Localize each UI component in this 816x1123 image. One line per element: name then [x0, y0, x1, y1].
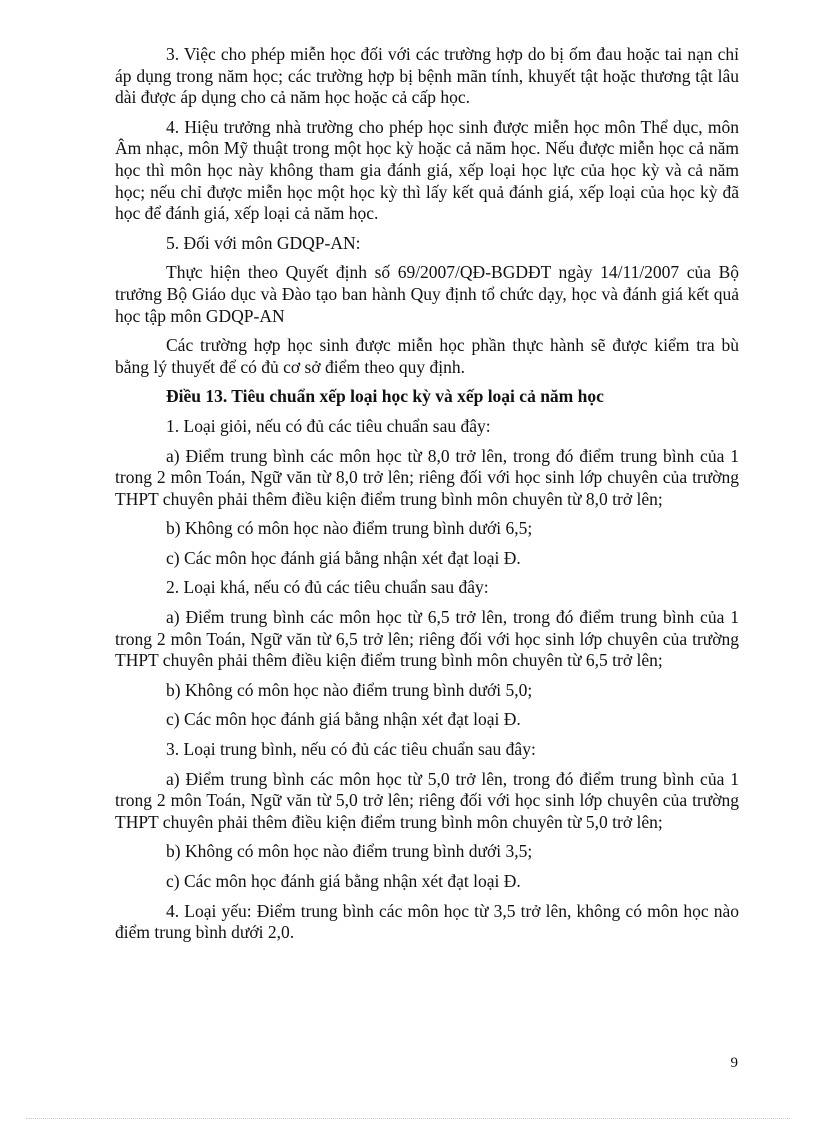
paragraph: c) Các môn học đánh giá bằng nhận xét đạt loại Đ.	[166, 709, 521, 730]
paragraph: 2. Loại khá, nếu có đủ các tiêu chuẩn sau đây:	[166, 577, 489, 598]
paragraph: a) Điểm trung bình các môn học từ 6,5 trở lên, trong đó điểm trung bình của 1 trong 2 môn Toán, Ngữ văn từ 6,5 trở lên; riêng đối với học sinh lớp chuyên của trường THPT chuyên phải thêm điều kiện điểm trung bình môn chuyên từ 6,5 trở lên;	[115, 607, 739, 671]
paragraph: a) Điểm trung bình các môn học từ 5,0 trở lên, trong đó điểm trung bình của 1 trong 2 môn Toán, Ngữ văn từ 5,0 trở lên; riêng đối với học sinh lớp chuyên của trường THPT chuyên phải thêm điều kiện điểm trung bình môn chuyên từ 5,0 trở lên;	[115, 768, 739, 832]
footer-divider	[26, 1118, 790, 1119]
paragraph: 3. Việc cho phép miễn học đối với các trường hợp do bị ốm đau hoặc tai nạn chỉ áp dụng trong năm học; các trường hợp bị bệnh mãn tính, khuyết tật hoặc thương tật lâu dài được áp dụng cho cả năm học hoặc cả cấp học.	[115, 44, 739, 108]
section-heading: Điều 13. Tiêu chuẩn xếp loại học kỳ và xếp loại cả năm học	[166, 386, 604, 407]
page-number: 9	[730, 1055, 738, 1071]
paragraph: c) Các môn học đánh giá bằng nhận xét đạt loại Đ.	[166, 871, 521, 891]
paragraph: a) Điểm trung bình các môn học từ 8,0 trở lên, trong đó điểm trung bình của 1 trong 2 môn Toán, Ngữ văn từ 8,0 trở lên; riêng đối với học sinh lớp chuyên của trường THPT chuyên phải thêm điều kiện điểm trung bình môn chuyên từ 8,0 trở lên;	[115, 445, 739, 509]
paragraph: 1. Loại giỏi, nếu có đủ các tiêu chuẩn sau đây:	[166, 415, 491, 436]
document-body	[115, 44, 739, 952]
paragraph: 5. Đối với môn GDQP-AN:	[166, 232, 361, 253]
paragraph: 3. Loại trung bình, nếu có đủ các tiêu chuẩn sau đây:	[166, 739, 536, 760]
paragraph: b) Không có môn học nào điểm trung bình dưới 6,5;	[166, 518, 533, 539]
paragraph: Thực hiện theo Quyết định số 69/2007/QĐ-BGDĐT ngày 14/11/2007 của Bộ trưởng Bộ Giáo dục và Đào tạo ban hành Quy định tổ chức dạy, học và đánh giá kết quả học tập môn GDQP-AN	[115, 262, 739, 326]
paragraph: 4. Loại yếu: Điểm trung bình các môn học từ 3,5 trở lên, không có môn học nào điểm trung bình dưới 2,0.	[115, 900, 739, 943]
paragraph: Các trường hợp học sinh được miễn học phần thực hành sẽ được kiểm tra bù bằng lý thuyết để có đủ cơ sở điểm theo quy định.	[115, 335, 739, 377]
paragraph: b) Không có môn học nào điểm trung bình dưới 5,0;	[166, 679, 533, 700]
paragraph: c) Các môn học đánh giá bằng nhận xét đạt loại Đ.	[166, 547, 521, 568]
paragraph: b) Không có môn học nào điểm trung bình dưới 3,5;	[166, 841, 533, 862]
paragraph: 4. Hiệu trưởng nhà trường cho phép học sinh được miễn học môn Thể dục, môn Âm nhạc, môn Mỹ thuật trong một học kỳ hoặc cả năm học. Nếu được miễn học cả năm học thì môn học này không tham gia đánh giá, xếp loại học lực của học kỳ và cả năm học; nếu chỉ được miễn học một học kỳ thì lấy kết quả đánh giá, xếp loại của học kỳ đã học để đánh giá, xếp loại cả năm học.	[115, 116, 739, 224]
